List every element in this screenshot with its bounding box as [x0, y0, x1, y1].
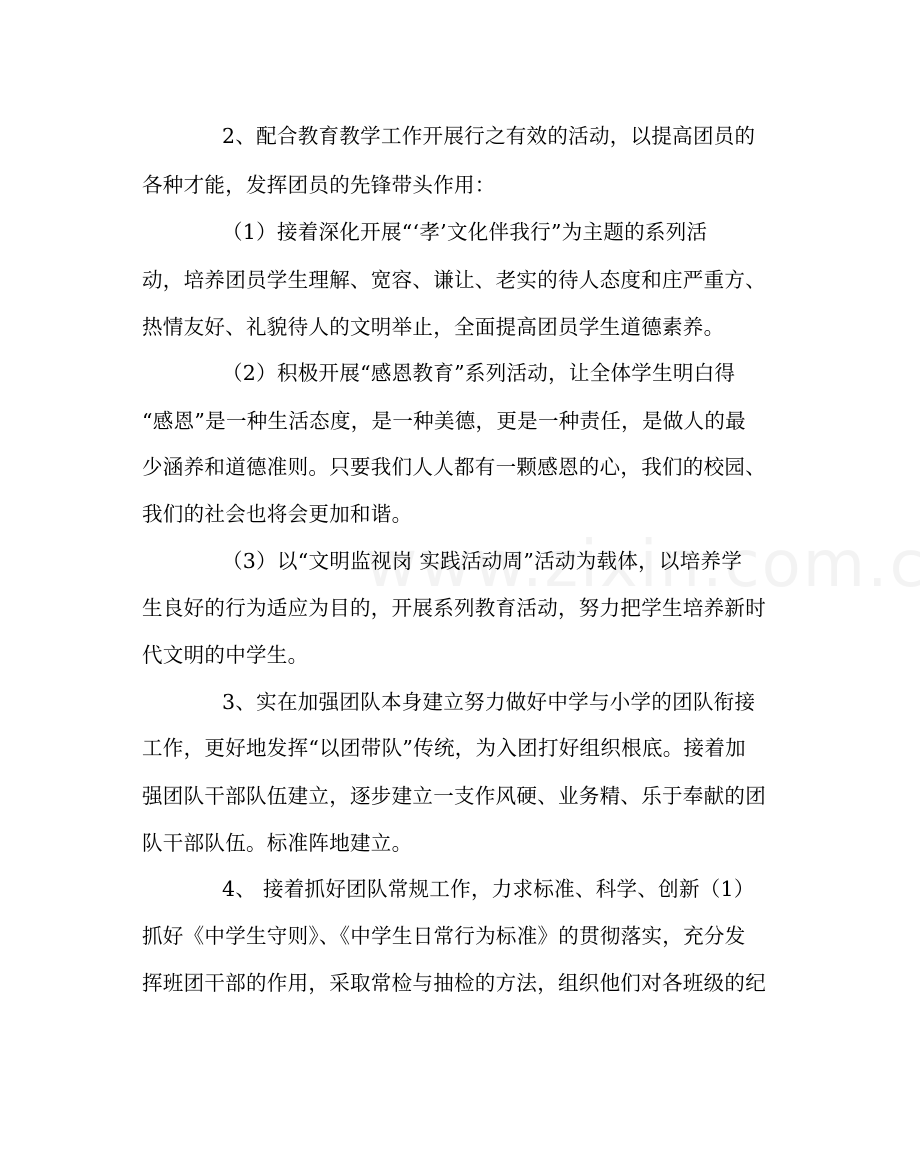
paragraph-4-line-2: 生良好的行为适应为目的，开展系列教育活动，努力把学生培养新时 [142, 596, 766, 620]
paragraph-3-line-2: “感恩”是一种生活态度，是一种美德，更是一种责任，是做人的最 [142, 409, 746, 433]
paragraph-2-line-1: （1）接着深化开展“‘孝’文化伴我行”为主题的系列活 [222, 220, 708, 244]
paragraph-4-line-3: 代文明的中学生。 [142, 643, 309, 667]
paragraph-1-line-1: 2、配合教育教学工作开展行之有效的活动，以提高团员的 [222, 124, 756, 148]
paragraph-3-line-4: 我们的社会也将会更加和谐。 [142, 502, 413, 526]
paragraph-2-line-3: 热情友好、礼貌待人的文明举止，全面提高团员学生道德素养。 [142, 315, 725, 339]
paragraph-1-line-2: 各种才能，发挥团员的先锋带头作用： [142, 173, 496, 197]
paragraph-4-line-1: （3）以“文明监视岗 实践活动周”活动为载体，以培养学 [222, 549, 743, 573]
paragraph-6-line-1: 4、 接着抓好团队常规工作，力求标准、科学、创新（1） [222, 877, 755, 901]
paragraph-2-line-2: 动，培养团员学生理解、宽容、谦让、老实的待人态度和庄严重方、 [142, 268, 766, 292]
paragraph-5-line-2: 工作，更好地发挥“以团带队”传统，为入团打好组织根底。接着加 [142, 736, 746, 760]
paragraph-6-line-2: 抓好《中学生守则》、《中学生日常行为标准》的贯彻落实，充分发 [142, 924, 746, 948]
paragraph-5-line-3: 强团队干部队伍建立，逐步建立一支作风硬、业务精、乐于奉献的团 [142, 784, 766, 808]
paragraph-5-line-1: 3、实在加强团队本身建立努力做好中学与小学的团队衔接 [222, 690, 756, 714]
paragraph-3-line-1: （2）积极开展“感恩教育”系列活动，让全体学生明白得 [222, 361, 736, 385]
paragraph-6-line-3: 挥班团干部的作用，采取常检与抽检的方法，组织他们对各班级的纪 [142, 971, 766, 995]
paragraph-5-line-4: 队干部队伍。标准阵地建立。 [142, 831, 413, 855]
paragraph-3-line-3: 少涵养和道德准则。只要我们人人都有一颗感恩的心，我们的校园、 [142, 455, 766, 479]
